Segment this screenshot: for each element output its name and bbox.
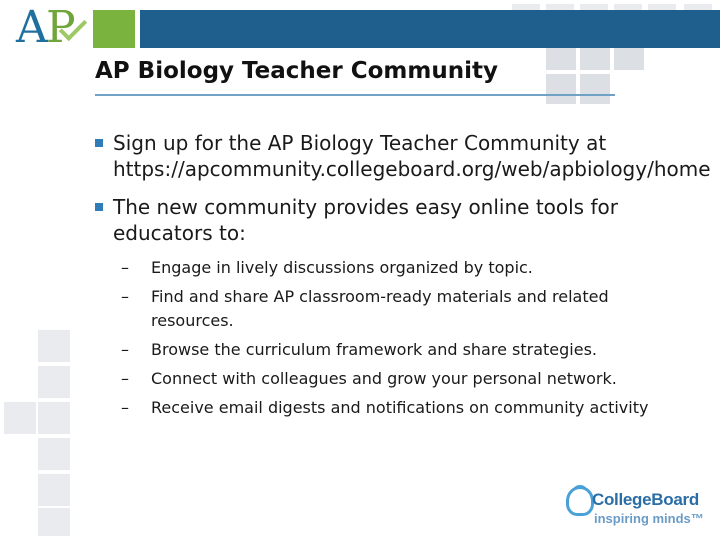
bg-square (38, 508, 70, 536)
sub-bullet-text: Connect with colleagues and grow your personal network. (151, 369, 617, 388)
bg-square (38, 438, 70, 470)
header-green-block (93, 10, 135, 48)
bg-square (546, 74, 576, 104)
brand-tagline: inspiring minds™ (594, 511, 704, 526)
dash-icon: – (121, 340, 129, 359)
ap-logo-p: P (46, 2, 76, 53)
dash-icon: – (121, 258, 129, 277)
acorn-icon (566, 486, 594, 516)
collegeboard-logo (566, 484, 716, 530)
bullet-item (95, 130, 711, 182)
sub-bullet-text: Receive email digests and notifications on community activity (151, 398, 649, 417)
bg-square (38, 366, 70, 398)
bullet-text: The new community provides easy online tools for educators to: (113, 195, 618, 245)
bullet-list (95, 130, 711, 432)
bg-square (580, 74, 610, 104)
dash-icon: – (121, 369, 129, 388)
dash-icon: – (121, 398, 129, 417)
bg-square (4, 402, 36, 434)
header-blue-bar (140, 10, 720, 48)
sub-bullet-text: Find and share AP classroom-ready materials and related resources. (151, 287, 609, 330)
bullet-marker-icon (95, 139, 103, 147)
bullet-text: Sign up for the AP Biology Teacher Community at https://apcommunity.collegeboard.org/web/apbiology/home (113, 131, 711, 181)
slide-title: AP Biology Teacher Community (95, 58, 498, 84)
sub-bullet-text: Browse the curriculum framework and share strategies. (151, 340, 597, 359)
brand-name: CollegeBoard (592, 490, 699, 509)
ap-logo (16, 2, 80, 53)
bullet-marker-icon (95, 203, 103, 211)
ap-logo-a: A (16, 2, 46, 53)
sub-bullet-item (113, 285, 685, 333)
sub-bullet-item (113, 367, 685, 391)
sub-bullet-text: Engage in lively discussions organized by topic. (151, 258, 533, 277)
sub-bullet-list (113, 256, 685, 420)
title-divider (95, 94, 615, 96)
sub-bullet-item (113, 256, 685, 280)
bg-square (38, 402, 70, 434)
bg-square (38, 474, 70, 506)
sub-bullet-item (113, 338, 685, 362)
bg-square (38, 330, 70, 362)
dash-icon: – (121, 287, 129, 306)
sub-bullet-item (113, 396, 685, 420)
bullet-item (95, 194, 685, 420)
